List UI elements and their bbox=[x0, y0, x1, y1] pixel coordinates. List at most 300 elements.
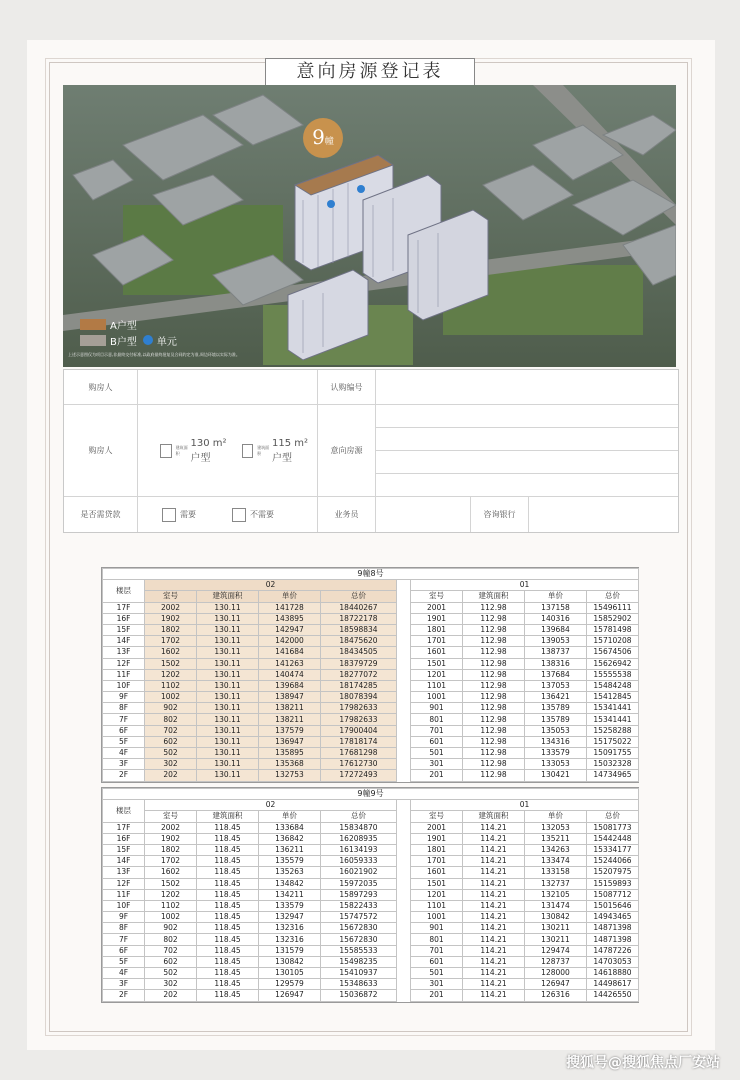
checkbox-130[interactable] bbox=[160, 444, 172, 458]
floor-cell: 11F bbox=[103, 889, 145, 900]
table-row bbox=[103, 900, 639, 911]
table-cell: 114.21 bbox=[463, 844, 525, 855]
table-cell: 17818174 bbox=[321, 736, 397, 747]
table-cell: 130.11 bbox=[197, 669, 259, 680]
buyer-label-2: 购房人 bbox=[64, 405, 138, 497]
option-130-prefix: 建筑面积 bbox=[175, 444, 188, 456]
table-cell: 141263 bbox=[259, 658, 321, 669]
table-cell: 112.98 bbox=[463, 703, 525, 714]
table-cell: 1202 bbox=[145, 669, 197, 680]
floor-cell: 12F bbox=[103, 878, 145, 889]
watermark: 搜狐号@搜狐焦点厂安站 bbox=[566, 1055, 720, 1071]
table-cell: 1002 bbox=[145, 692, 197, 703]
floor-cell: 3F bbox=[103, 979, 145, 990]
table-cell: 114.21 bbox=[463, 923, 525, 934]
table-cell: 118.45 bbox=[197, 956, 259, 967]
table-cell: 18475620 bbox=[321, 636, 397, 647]
table-cell: 130.11 bbox=[197, 680, 259, 691]
unit-type-options bbox=[138, 405, 318, 497]
floor-cell: 15F bbox=[103, 624, 145, 635]
table-cell: 132316 bbox=[259, 923, 321, 934]
table-cell: 15972035 bbox=[321, 878, 397, 889]
group-header-left: 02 bbox=[145, 580, 397, 591]
table-cell: 132947 bbox=[259, 912, 321, 923]
table-row bbox=[103, 669, 639, 680]
table-cell: 130211 bbox=[525, 923, 587, 934]
floor-cell: 10F bbox=[103, 900, 145, 911]
table-cell: 1001 bbox=[411, 912, 463, 923]
price-table-building-9-no-8 bbox=[101, 567, 639, 783]
table-cell: 15036872 bbox=[321, 990, 397, 1001]
floor-cell: 9F bbox=[103, 912, 145, 923]
floor-cell: 17F bbox=[103, 602, 145, 613]
table-cell: 15341441 bbox=[587, 714, 639, 725]
table-cell: 134263 bbox=[525, 844, 587, 855]
table-row bbox=[103, 736, 639, 747]
table-cell: 15348633 bbox=[321, 979, 397, 990]
table-cell: 118.45 bbox=[197, 889, 259, 900]
table-cell: 17612730 bbox=[321, 759, 397, 770]
table-cell: 14498617 bbox=[587, 979, 639, 990]
table-cell: 1702 bbox=[145, 856, 197, 867]
table-cell: 131474 bbox=[525, 900, 587, 911]
floor-cell: 3F bbox=[103, 759, 145, 770]
floor-cell: 8F bbox=[103, 703, 145, 714]
table-cell: 135211 bbox=[525, 833, 587, 844]
table-cell: 15442448 bbox=[587, 833, 639, 844]
option-130[interactable] bbox=[160, 438, 236, 464]
floor-cell: 5F bbox=[103, 956, 145, 967]
table-cell: 142947 bbox=[259, 624, 321, 635]
table-cell: 118.45 bbox=[197, 979, 259, 990]
table-cell: 114.21 bbox=[463, 968, 525, 979]
subscription-no-input[interactable] bbox=[376, 370, 678, 405]
table-cell: 2002 bbox=[145, 602, 197, 613]
table-row bbox=[103, 867, 639, 878]
table-cell: 501 bbox=[411, 968, 463, 979]
floor-cell: 12F bbox=[103, 658, 145, 669]
table-cell: 139053 bbox=[525, 636, 587, 647]
table-cell: 134316 bbox=[525, 736, 587, 747]
table-row bbox=[103, 714, 639, 725]
floor-cell: 15F bbox=[103, 844, 145, 855]
table-cell: 130105 bbox=[259, 968, 321, 979]
table-cell: 1001 bbox=[411, 692, 463, 703]
table-cell: 128000 bbox=[525, 968, 587, 979]
table-cell: 134211 bbox=[259, 889, 321, 900]
table-cell: 1502 bbox=[145, 878, 197, 889]
table-cell: 112.98 bbox=[463, 636, 525, 647]
aerial-legend bbox=[80, 316, 177, 348]
table-cell: 132316 bbox=[259, 934, 321, 945]
table-cell: 16208935 bbox=[321, 833, 397, 844]
legend-swatch-a bbox=[80, 319, 106, 330]
table-cell: 802 bbox=[145, 934, 197, 945]
table-cell: 1901 bbox=[411, 613, 463, 624]
table-cell: 1802 bbox=[145, 624, 197, 635]
table-cell: 15159893 bbox=[587, 878, 639, 889]
subscription-no-label: 认购编号 bbox=[318, 370, 376, 405]
table-cell: 17681298 bbox=[321, 748, 397, 759]
legend-label-b: B户型 bbox=[110, 336, 137, 348]
table-cell: 1801 bbox=[411, 624, 463, 635]
table-cell: 114.21 bbox=[463, 912, 525, 923]
option-115[interactable] bbox=[242, 438, 318, 464]
table-cell: 15410937 bbox=[321, 968, 397, 979]
table-cell: 112.98 bbox=[463, 692, 525, 703]
column-header: 室号 bbox=[145, 811, 197, 822]
table-cell: 1501 bbox=[411, 878, 463, 889]
table-row bbox=[103, 923, 639, 934]
table-cell: 18379729 bbox=[321, 658, 397, 669]
floor-cell: 5F bbox=[103, 736, 145, 747]
table-cell: 801 bbox=[411, 714, 463, 725]
table-cell: 130.11 bbox=[197, 703, 259, 714]
bank-input[interactable] bbox=[529, 497, 678, 532]
table-row bbox=[103, 759, 639, 770]
table-cell: 1601 bbox=[411, 647, 463, 658]
table-cell: 202 bbox=[145, 770, 197, 781]
table-cell: 15175022 bbox=[587, 736, 639, 747]
option-need-loan[interactable] bbox=[162, 508, 196, 522]
table-cell: 601 bbox=[411, 736, 463, 747]
table-cell: 132053 bbox=[525, 822, 587, 833]
table-row bbox=[103, 636, 639, 647]
table-cell: 15555538 bbox=[587, 669, 639, 680]
table-cell: 114.21 bbox=[463, 889, 525, 900]
option-115-prefix: 建筑面积 bbox=[257, 444, 270, 456]
table-cell: 18434505 bbox=[321, 647, 397, 658]
table-cell: 130.11 bbox=[197, 759, 259, 770]
table-cell: 112.98 bbox=[463, 736, 525, 747]
table-caption: 9幢9号 bbox=[103, 789, 639, 800]
table-cell: 118.45 bbox=[197, 833, 259, 844]
table-row bbox=[103, 692, 639, 703]
table-row bbox=[103, 889, 639, 900]
table-cell: 16021902 bbox=[321, 867, 397, 878]
table-cell: 133579 bbox=[525, 748, 587, 759]
legend-swatch-b bbox=[80, 335, 106, 346]
group-header-right: 01 bbox=[411, 800, 639, 811]
table-cell: 135053 bbox=[525, 725, 587, 736]
table-cell: 114.21 bbox=[463, 856, 525, 867]
column-header: 建筑面积 bbox=[463, 591, 525, 602]
table-cell: 17982633 bbox=[321, 703, 397, 714]
table-cell: 16059333 bbox=[321, 856, 397, 867]
table-cell: 134842 bbox=[259, 878, 321, 889]
table-cell: 15015646 bbox=[587, 900, 639, 911]
table-cell: 15747572 bbox=[321, 912, 397, 923]
intended-unit-line-3[interactable] bbox=[376, 451, 678, 474]
table-cell: 133684 bbox=[259, 822, 321, 833]
table-row bbox=[103, 844, 639, 855]
floor-cell: 4F bbox=[103, 748, 145, 759]
table-cell: 1101 bbox=[411, 680, 463, 691]
table-cell: 138316 bbox=[525, 658, 587, 669]
table-gap bbox=[397, 800, 411, 1001]
table-row bbox=[103, 703, 639, 714]
table-cell: 18722178 bbox=[321, 613, 397, 624]
table-cell: 1502 bbox=[145, 658, 197, 669]
table-cell: 118.45 bbox=[197, 968, 259, 979]
table-row bbox=[103, 833, 639, 844]
table-cell: 112.98 bbox=[463, 602, 525, 613]
table-cell: 114.21 bbox=[463, 822, 525, 833]
table-cell: 1702 bbox=[145, 636, 197, 647]
buyer-label: 购房人 bbox=[64, 370, 138, 405]
table-cell: 1701 bbox=[411, 636, 463, 647]
floor-cell: 2F bbox=[103, 990, 145, 1001]
table-cell: 1101 bbox=[411, 900, 463, 911]
table-cell: 201 bbox=[411, 770, 463, 781]
table-cell: 137684 bbox=[525, 669, 587, 680]
column-header: 单价 bbox=[259, 811, 321, 822]
table-cell: 139684 bbox=[259, 680, 321, 691]
table-cell: 14703053 bbox=[587, 956, 639, 967]
table-cell: 112.98 bbox=[463, 770, 525, 781]
table-cell: 132105 bbox=[525, 889, 587, 900]
buyer-input[interactable] bbox=[138, 370, 318, 405]
table-cell: 128737 bbox=[525, 956, 587, 967]
table-cell: 118.45 bbox=[197, 844, 259, 855]
intended-unit-line-2[interactable] bbox=[376, 428, 678, 451]
table-cell: 126947 bbox=[259, 990, 321, 1001]
column-header: 室号 bbox=[411, 591, 463, 602]
table-cell: 15334177 bbox=[587, 844, 639, 855]
table-cell: 15626942 bbox=[587, 658, 639, 669]
floor-cell: 6F bbox=[103, 725, 145, 736]
table-cell: 202 bbox=[145, 990, 197, 1001]
table-cell: 14734965 bbox=[587, 770, 639, 781]
table-cell: 136211 bbox=[259, 844, 321, 855]
table-cell: 14871398 bbox=[587, 934, 639, 945]
table-cell: 15498235 bbox=[321, 956, 397, 967]
legend-label-unit: 单元 bbox=[156, 336, 177, 348]
floor-cell: 7F bbox=[103, 934, 145, 945]
table-cell: 17272493 bbox=[321, 770, 397, 781]
table-row bbox=[103, 912, 639, 923]
table-cell: 18440267 bbox=[321, 602, 397, 613]
table-cell: 118.45 bbox=[197, 990, 259, 1001]
table-cell: 1801 bbox=[411, 844, 463, 855]
table-cell: 14871398 bbox=[587, 923, 639, 934]
table-cell: 130.11 bbox=[197, 714, 259, 725]
table-cell: 118.45 bbox=[197, 900, 259, 911]
table-cell: 201 bbox=[411, 990, 463, 1001]
legend-item-a-type bbox=[80, 316, 177, 332]
column-header: 单价 bbox=[259, 591, 321, 602]
legend-item-b-type bbox=[80, 332, 177, 348]
column-header: 单价 bbox=[525, 811, 587, 822]
table-cell: 1802 bbox=[145, 844, 197, 855]
table-cell: 130.11 bbox=[197, 613, 259, 624]
table-cell: 138211 bbox=[259, 714, 321, 725]
table-cell: 133158 bbox=[525, 867, 587, 878]
loan-label: 是否需贷款 bbox=[64, 497, 138, 532]
table-cell: 133053 bbox=[525, 759, 587, 770]
floor-cell: 2F bbox=[103, 770, 145, 781]
table-cell: 15032328 bbox=[587, 759, 639, 770]
table-cell: 136947 bbox=[259, 736, 321, 747]
table-cell: 902 bbox=[145, 923, 197, 934]
table-cell: 14943465 bbox=[587, 912, 639, 923]
table-cell: 130.11 bbox=[197, 636, 259, 647]
checkbox-115[interactable] bbox=[242, 444, 254, 458]
table-cell: 130211 bbox=[525, 934, 587, 945]
table-cell: 502 bbox=[145, 748, 197, 759]
intended-unit-line-1[interactable] bbox=[376, 405, 678, 428]
intended-unit-line-4[interactable] bbox=[376, 474, 678, 497]
agent-input[interactable] bbox=[376, 497, 471, 532]
table-row bbox=[103, 878, 639, 889]
table-cell: 1902 bbox=[145, 833, 197, 844]
table-cell: 137053 bbox=[525, 680, 587, 691]
table-cell: 130.11 bbox=[197, 770, 259, 781]
table-row bbox=[103, 968, 639, 979]
column-header: 室号 bbox=[145, 591, 197, 602]
checkbox-not-need[interactable] bbox=[232, 508, 246, 522]
table-cell: 114.21 bbox=[463, 934, 525, 945]
table-cell: 18078394 bbox=[321, 692, 397, 703]
table-cell: 16134193 bbox=[321, 844, 397, 855]
table-cell: 118.45 bbox=[197, 822, 259, 833]
table-row bbox=[103, 602, 639, 613]
table-cell: 118.45 bbox=[197, 923, 259, 934]
table-cell: 129474 bbox=[525, 945, 587, 956]
table-row bbox=[103, 624, 639, 635]
floor-cell: 16F bbox=[103, 613, 145, 624]
table-cell: 18174285 bbox=[321, 680, 397, 691]
table-cell: 137579 bbox=[259, 725, 321, 736]
table-cell: 2001 bbox=[411, 602, 463, 613]
table-cell: 114.21 bbox=[463, 878, 525, 889]
floor-cell: 6F bbox=[103, 945, 145, 956]
table-cell: 15585533 bbox=[321, 945, 397, 956]
table-cell: 130.11 bbox=[197, 692, 259, 703]
table-row bbox=[103, 647, 639, 658]
table-cell: 2002 bbox=[145, 822, 197, 833]
table-row bbox=[103, 934, 639, 945]
table-cell: 126316 bbox=[525, 990, 587, 1001]
table-cell: 302 bbox=[145, 979, 197, 990]
table-cell: 137158 bbox=[525, 602, 587, 613]
registration-form bbox=[63, 369, 679, 533]
table-cell: 602 bbox=[145, 956, 197, 967]
column-header: 总价 bbox=[321, 591, 397, 602]
column-header: 室号 bbox=[411, 811, 463, 822]
option-115-label: 115 m²户型 bbox=[272, 437, 309, 464]
table-cell: 132753 bbox=[259, 770, 321, 781]
table-cell: 15412845 bbox=[587, 692, 639, 703]
checkbox-need[interactable] bbox=[162, 508, 176, 522]
table-cell: 112.98 bbox=[463, 613, 525, 624]
not-need-label: 不需要 bbox=[250, 510, 274, 519]
table-cell: 112.98 bbox=[463, 725, 525, 736]
table-cell: 15672830 bbox=[321, 923, 397, 934]
table-cell: 130.11 bbox=[197, 624, 259, 635]
column-header: 总价 bbox=[321, 811, 397, 822]
table-row bbox=[103, 770, 639, 781]
table-cell: 114.21 bbox=[463, 979, 525, 990]
table-cell: 141728 bbox=[259, 602, 321, 613]
table-cell: 1201 bbox=[411, 889, 463, 900]
column-header: 总价 bbox=[587, 591, 639, 602]
table-cell: 136842 bbox=[259, 833, 321, 844]
table-cell: 601 bbox=[411, 956, 463, 967]
table-cell: 135579 bbox=[259, 856, 321, 867]
table-cell: 1901 bbox=[411, 833, 463, 844]
bank-label: 咨询银行 bbox=[471, 497, 529, 532]
table-cell: 114.21 bbox=[463, 867, 525, 878]
table-cell: 801 bbox=[411, 934, 463, 945]
table-row bbox=[103, 990, 639, 1001]
table-cell: 118.45 bbox=[197, 912, 259, 923]
floor-cell: 10F bbox=[103, 680, 145, 691]
table-cell: 118.45 bbox=[197, 945, 259, 956]
table-cell: 114.21 bbox=[463, 900, 525, 911]
column-header: 建筑面积 bbox=[197, 591, 259, 602]
table-cell: 15081773 bbox=[587, 822, 639, 833]
table-cell: 130.11 bbox=[197, 748, 259, 759]
table-cell: 133474 bbox=[525, 856, 587, 867]
table-cell: 138211 bbox=[259, 703, 321, 714]
option-no-loan[interactable] bbox=[232, 508, 274, 522]
option-130-label: 130 m²户型 bbox=[190, 437, 227, 464]
table-cell: 135895 bbox=[259, 748, 321, 759]
table-cell: 15207975 bbox=[587, 867, 639, 878]
table-cell: 1202 bbox=[145, 889, 197, 900]
table-cell: 1201 bbox=[411, 669, 463, 680]
table-cell: 112.98 bbox=[463, 759, 525, 770]
page-title: 意向房源登记表 bbox=[265, 58, 475, 86]
table-cell: 1002 bbox=[145, 912, 197, 923]
table-cell: 114.21 bbox=[463, 956, 525, 967]
need-label: 需要 bbox=[180, 510, 196, 519]
table-cell: 130.11 bbox=[197, 658, 259, 669]
table-cell: 112.98 bbox=[463, 680, 525, 691]
table-cell: 118.45 bbox=[197, 878, 259, 889]
table-cell: 802 bbox=[145, 714, 197, 725]
table-cell: 114.21 bbox=[463, 990, 525, 1001]
table-cell: 301 bbox=[411, 979, 463, 990]
table-cell: 140474 bbox=[259, 669, 321, 680]
table-cell: 702 bbox=[145, 945, 197, 956]
column-header: 单价 bbox=[525, 591, 587, 602]
table-cell: 130.11 bbox=[197, 647, 259, 658]
table-cell: 301 bbox=[411, 759, 463, 770]
floor-cell: 14F bbox=[103, 856, 145, 867]
table-cell: 18598834 bbox=[321, 624, 397, 635]
legend-label-a: A户型 bbox=[110, 320, 137, 332]
table-cell: 129579 bbox=[259, 979, 321, 990]
table-cell: 135263 bbox=[259, 867, 321, 878]
table-cell: 1701 bbox=[411, 856, 463, 867]
table-cell: 302 bbox=[145, 759, 197, 770]
floor-cell: 9F bbox=[103, 692, 145, 703]
table-cell: 15244066 bbox=[587, 856, 639, 867]
table-cell: 15852902 bbox=[587, 613, 639, 624]
table-row bbox=[103, 680, 639, 691]
table-cell: 15496111 bbox=[587, 602, 639, 613]
column-header: 建筑面积 bbox=[197, 811, 259, 822]
table-cell: 143895 bbox=[259, 613, 321, 624]
table-cell: 135368 bbox=[259, 759, 321, 770]
table-cell: 130842 bbox=[259, 956, 321, 967]
table-cell: 1902 bbox=[145, 613, 197, 624]
table-cell: 130.11 bbox=[197, 725, 259, 736]
table-cell: 602 bbox=[145, 736, 197, 747]
group-header-left: 02 bbox=[145, 800, 397, 811]
